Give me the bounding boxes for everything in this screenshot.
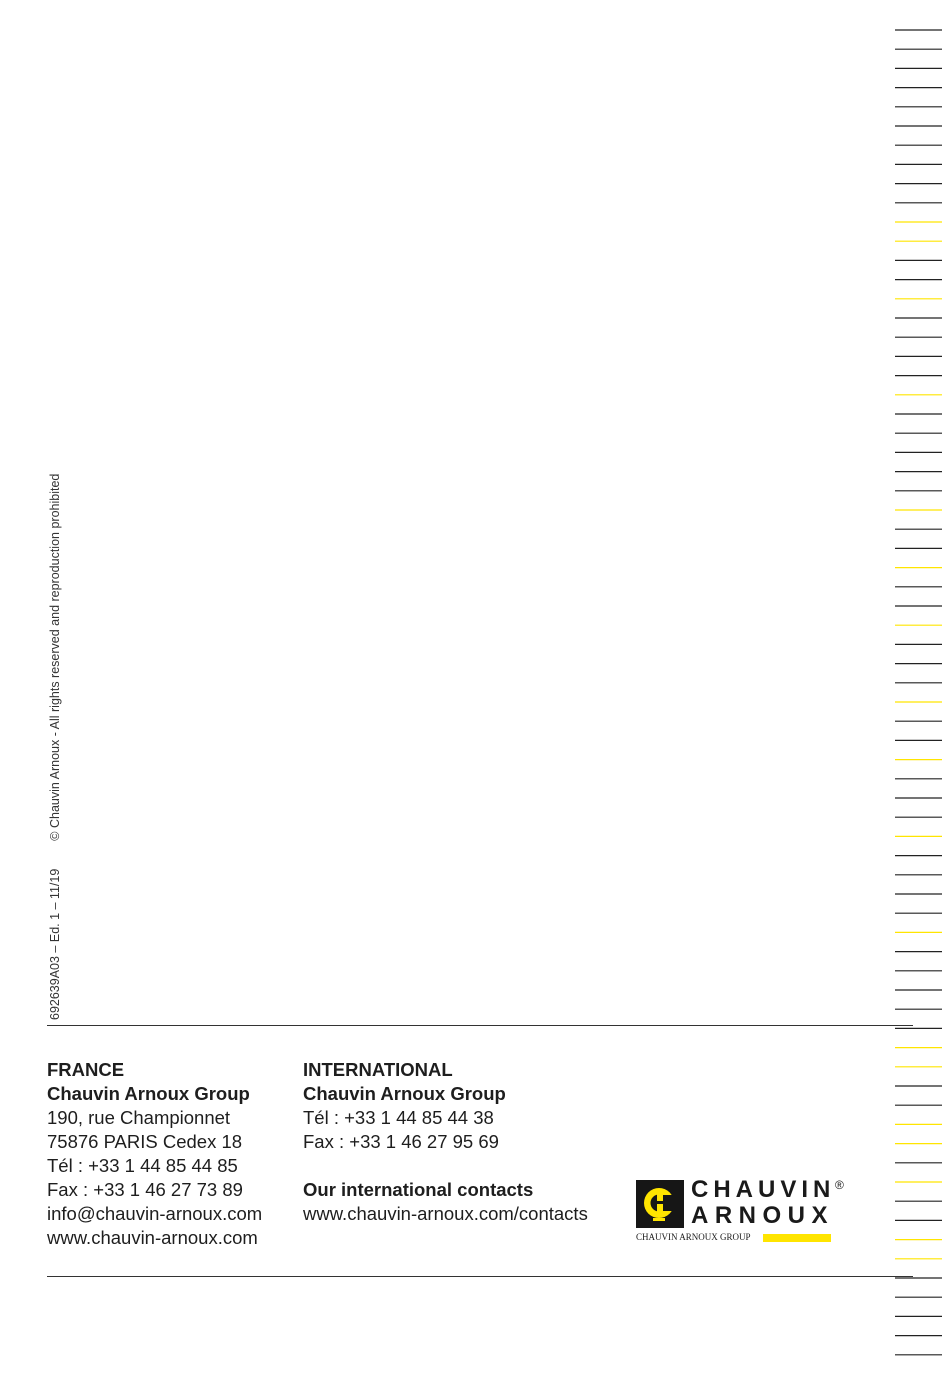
chauvin-arnoux-logo — [636, 1176, 866, 1246]
france-address-city: 75876 PARIS Cedex 18 — [47, 1131, 243, 1152]
france-website: www.chauvin-arnoux.com — [47, 1227, 258, 1248]
logo-word-arnoux: ARNOUX — [691, 1202, 835, 1229]
logo-accent-bar — [763, 1234, 831, 1242]
document-reference: 692639A03 – Ed. 1 – 11/19 — [48, 868, 62, 1020]
international-heading: INTERNATIONAL — [303, 1059, 453, 1080]
france-contact-block — [47, 1058, 262, 1250]
margin-tick-marks — [895, 0, 942, 1374]
international-company: Chauvin Arnoux Group — [303, 1083, 506, 1104]
france-heading: FRANCE — [47, 1059, 125, 1080]
france-email: info@chauvin-arnoux.com — [47, 1203, 263, 1224]
france-company: Chauvin Arnoux Group — [47, 1083, 250, 1104]
side-margin-text — [48, 474, 62, 1020]
france-phone: Tél : +33 1 44 85 44 85 — [47, 1155, 238, 1176]
logo-group-name: CHAUVIN ARNOUX GROUP — [636, 1232, 751, 1242]
international-contacts-url: www.chauvin-arnoux.com/contacts — [303, 1203, 588, 1224]
copyright-notice: © Chauvin Arnoux - All rights reserved and reproduction prohibited — [48, 473, 62, 841]
logo-word-chauvin: CHAUVIN — [691, 1176, 836, 1203]
logo-ca-mark-icon — [636, 1180, 684, 1228]
logo-registered-mark: ® — [835, 1178, 844, 1192]
international-contacts-heading: Our international contacts — [303, 1179, 534, 1200]
top-divider — [47, 1025, 913, 1026]
bottom-divider — [47, 1276, 913, 1277]
international-contact-block — [303, 1058, 588, 1226]
france-address-street: 190, rue Championnet — [47, 1107, 231, 1128]
international-phone: Tél : +33 1 44 85 44 38 — [303, 1107, 494, 1128]
international-fax: Fax : +33 1 46 27 95 69 — [303, 1131, 499, 1152]
france-fax: Fax : +33 1 46 27 73 89 — [47, 1179, 243, 1200]
